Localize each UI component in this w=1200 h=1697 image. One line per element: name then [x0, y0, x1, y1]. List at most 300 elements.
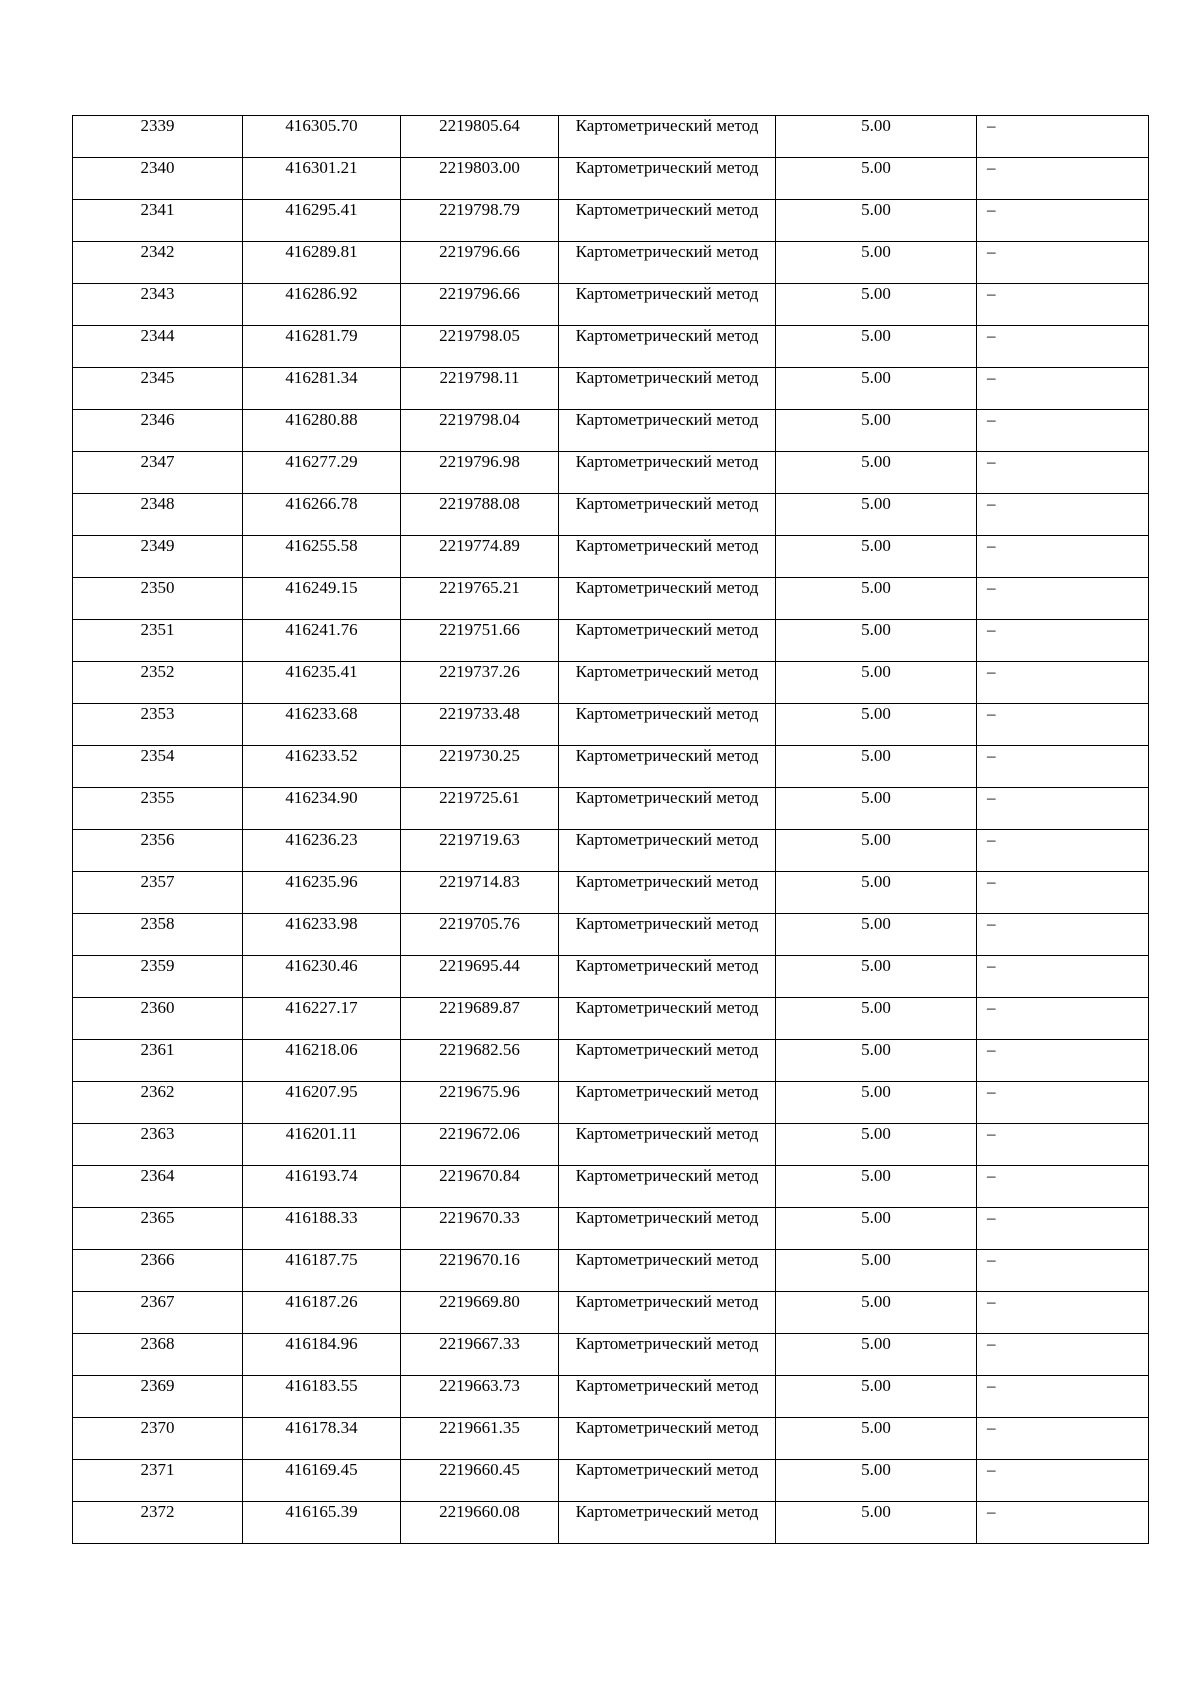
accuracy-cell-text: 5.00 — [861, 578, 891, 597]
accuracy-cell-text: 5.00 — [861, 620, 891, 639]
x-coordinate-cell-text: 416207.95 — [285, 1082, 358, 1101]
y-coordinate-cell — [401, 1460, 559, 1502]
method-cell-text: Картометрический метод — [575, 998, 759, 1017]
description-cell — [977, 1418, 1149, 1460]
accuracy-cell — [776, 536, 977, 578]
point-number-cell — [73, 1334, 243, 1376]
accuracy-cell-text: 5.00 — [861, 368, 891, 387]
method-cell — [559, 1418, 776, 1460]
point-number-cell-text: 2343 — [140, 284, 175, 303]
coordinates-table-body — [73, 116, 1149, 1544]
accuracy-cell — [776, 1166, 977, 1208]
x-coordinate-cell — [243, 536, 401, 578]
method-cell-text: Картометрический метод — [575, 914, 759, 933]
description-cell — [977, 1460, 1149, 1502]
accuracy-cell — [776, 410, 977, 452]
y-coordinate-cell-text: 2219796.98 — [439, 452, 520, 471]
description-cell — [977, 956, 1149, 998]
method-cell — [559, 1334, 776, 1376]
accuracy-cell-text: 5.00 — [861, 998, 891, 1017]
method-cell — [559, 1460, 776, 1502]
accuracy-cell-text: 5.00 — [861, 1250, 891, 1269]
x-coordinate-cell — [243, 1124, 401, 1166]
y-coordinate-cell — [401, 1418, 559, 1460]
y-coordinate-cell-text: 2219714.83 — [439, 872, 520, 891]
method-cell-text: Картометрический метод — [575, 1292, 759, 1311]
table-row — [73, 1418, 1149, 1460]
y-coordinate-cell — [401, 284, 559, 326]
point-number-cell-text: 2356 — [140, 830, 175, 849]
x-coordinate-cell-text: 416165.39 — [285, 1502, 358, 1521]
y-coordinate-cell-text: 2219672.06 — [439, 1124, 520, 1143]
accuracy-cell-text: 5.00 — [861, 1040, 891, 1059]
point-number-cell-text: 2350 — [140, 578, 175, 597]
description-cell-text: – — [987, 1292, 996, 1311]
accuracy-cell-text: 5.00 — [861, 1418, 891, 1437]
x-coordinate-cell-text: 416234.90 — [285, 788, 358, 807]
point-number-cell-text: 2371 — [140, 1460, 175, 1479]
table-row — [73, 1460, 1149, 1502]
x-coordinate-cell — [243, 1040, 401, 1082]
point-number-cell-text: 2348 — [140, 494, 175, 513]
table-row — [73, 1124, 1149, 1166]
accuracy-cell — [776, 746, 977, 788]
description-cell — [977, 452, 1149, 494]
table-row — [73, 1292, 1149, 1334]
table-row — [73, 410, 1149, 452]
description-cell — [977, 284, 1149, 326]
accuracy-cell — [776, 872, 977, 914]
accuracy-cell — [776, 788, 977, 830]
y-coordinate-cell-text: 2219805.64 — [439, 116, 520, 135]
accuracy-cell — [776, 1460, 977, 1502]
x-coordinate-cell-text: 416183.55 — [285, 1376, 358, 1395]
accuracy-cell-text: 5.00 — [861, 1082, 891, 1101]
x-coordinate-cell — [243, 956, 401, 998]
x-coordinate-cell-text: 416241.76 — [285, 620, 358, 639]
x-coordinate-cell-text: 416249.15 — [285, 578, 358, 597]
method-cell-text: Картометрический метод — [575, 158, 759, 177]
y-coordinate-cell — [401, 326, 559, 368]
description-cell — [977, 1082, 1149, 1124]
description-cell-text: – — [987, 536, 996, 555]
accuracy-cell-text: 5.00 — [861, 956, 891, 975]
x-coordinate-cell-text: 416305.70 — [285, 116, 358, 135]
point-number-cell — [73, 956, 243, 998]
description-cell — [977, 200, 1149, 242]
y-coordinate-cell — [401, 872, 559, 914]
accuracy-cell — [776, 1334, 977, 1376]
description-cell — [977, 410, 1149, 452]
y-coordinate-cell-text: 2219682.56 — [439, 1040, 520, 1059]
accuracy-cell — [776, 116, 977, 158]
y-coordinate-cell-text: 2219751.66 — [439, 620, 520, 639]
method-cell-text: Картометрический метод — [575, 1334, 759, 1353]
point-number-cell-text: 2357 — [140, 872, 175, 891]
description-cell — [977, 326, 1149, 368]
accuracy-cell-text: 5.00 — [861, 1292, 891, 1311]
method-cell-text: Картометрический метод — [575, 1460, 759, 1479]
x-coordinate-cell — [243, 1334, 401, 1376]
point-number-cell — [73, 1082, 243, 1124]
description-cell-text: – — [987, 1460, 996, 1479]
description-cell-text: – — [987, 1208, 996, 1227]
y-coordinate-cell — [401, 998, 559, 1040]
description-cell — [977, 116, 1149, 158]
description-cell — [977, 914, 1149, 956]
y-coordinate-cell-text: 2219695.44 — [439, 956, 520, 975]
method-cell-text: Картометрический метод — [575, 410, 759, 429]
y-coordinate-cell-text: 2219725.61 — [439, 788, 520, 807]
method-cell — [559, 620, 776, 662]
accuracy-cell-text: 5.00 — [861, 1460, 891, 1479]
method-cell — [559, 872, 776, 914]
accuracy-cell — [776, 1040, 977, 1082]
y-coordinate-cell — [401, 830, 559, 872]
x-coordinate-cell-text: 416169.45 — [285, 1460, 358, 1479]
method-cell — [559, 410, 776, 452]
x-coordinate-cell — [243, 1082, 401, 1124]
method-cell-text: Картометрический метод — [575, 578, 759, 597]
accuracy-cell — [776, 1502, 977, 1544]
description-cell — [977, 704, 1149, 746]
table-row — [73, 788, 1149, 830]
point-number-cell-text: 2341 — [140, 200, 175, 219]
y-coordinate-cell-text: 2219796.66 — [439, 284, 520, 303]
description-cell-text: – — [987, 242, 996, 261]
accuracy-cell-text: 5.00 — [861, 452, 891, 471]
method-cell — [559, 1292, 776, 1334]
method-cell-text: Картометрический метод — [575, 1166, 759, 1185]
table-row — [73, 452, 1149, 494]
y-coordinate-cell — [401, 1124, 559, 1166]
method-cell — [559, 452, 776, 494]
table-row — [73, 284, 1149, 326]
point-number-cell-text: 2368 — [140, 1334, 175, 1353]
y-coordinate-cell-text: 2219798.79 — [439, 200, 520, 219]
table-row — [73, 620, 1149, 662]
point-number-cell-text: 2358 — [140, 914, 175, 933]
y-coordinate-cell — [401, 410, 559, 452]
accuracy-cell-text: 5.00 — [861, 788, 891, 807]
method-cell-text: Картометрический метод — [575, 452, 759, 471]
table-row — [73, 914, 1149, 956]
method-cell-text: Картометрический метод — [575, 368, 759, 387]
method-cell — [559, 1124, 776, 1166]
description-cell — [977, 1250, 1149, 1292]
point-number-cell-text: 2364 — [140, 1166, 175, 1185]
y-coordinate-cell-text: 2219798.11 — [439, 368, 520, 387]
method-cell-text: Картометрический метод — [575, 830, 759, 849]
description-cell-text: – — [987, 494, 996, 513]
x-coordinate-cell — [243, 1208, 401, 1250]
accuracy-cell — [776, 1124, 977, 1166]
y-coordinate-cell — [401, 116, 559, 158]
table-row — [73, 1208, 1149, 1250]
table-row — [73, 1376, 1149, 1418]
description-cell — [977, 788, 1149, 830]
table-row — [73, 326, 1149, 368]
method-cell — [559, 1376, 776, 1418]
method-cell — [559, 704, 776, 746]
point-number-cell-text: 2345 — [140, 368, 175, 387]
point-number-cell — [73, 1040, 243, 1082]
table-row — [73, 368, 1149, 410]
x-coordinate-cell-text: 416201.11 — [285, 1124, 358, 1143]
method-cell — [559, 158, 776, 200]
table-row — [73, 158, 1149, 200]
point-number-cell-text: 2361 — [140, 1040, 175, 1059]
description-cell — [977, 662, 1149, 704]
y-coordinate-cell — [401, 494, 559, 536]
accuracy-cell-text: 5.00 — [861, 494, 891, 513]
method-cell — [559, 998, 776, 1040]
y-coordinate-cell-text: 2219796.66 — [439, 242, 520, 261]
y-coordinate-cell-text: 2219669.80 — [439, 1292, 520, 1311]
y-coordinate-cell — [401, 1082, 559, 1124]
x-coordinate-cell-text: 416289.81 — [285, 242, 358, 261]
description-cell — [977, 368, 1149, 410]
point-number-cell — [73, 620, 243, 662]
description-cell — [977, 1334, 1149, 1376]
y-coordinate-cell — [401, 1166, 559, 1208]
point-number-cell — [73, 368, 243, 410]
x-coordinate-cell-text: 416235.41 — [285, 662, 358, 681]
point-number-cell-text: 2351 — [140, 620, 175, 639]
point-number-cell — [73, 1292, 243, 1334]
accuracy-cell — [776, 452, 977, 494]
method-cell — [559, 830, 776, 872]
x-coordinate-cell — [243, 1250, 401, 1292]
table-row — [73, 830, 1149, 872]
point-number-cell-text: 2342 — [140, 242, 175, 261]
x-coordinate-cell — [243, 998, 401, 1040]
description-cell-text: – — [987, 956, 996, 975]
method-cell — [559, 326, 776, 368]
method-cell — [559, 1250, 776, 1292]
table-row — [73, 662, 1149, 704]
table-row — [73, 242, 1149, 284]
description-cell-text: – — [987, 914, 996, 933]
y-coordinate-cell-text: 2219733.48 — [439, 704, 520, 723]
point-number-cell-text: 2344 — [140, 326, 175, 345]
accuracy-cell-text: 5.00 — [861, 746, 891, 765]
method-cell — [559, 284, 776, 326]
accuracy-cell — [776, 1292, 977, 1334]
y-coordinate-cell — [401, 1208, 559, 1250]
accuracy-cell-text: 5.00 — [861, 830, 891, 849]
description-cell — [977, 158, 1149, 200]
method-cell — [559, 1040, 776, 1082]
x-coordinate-cell-text: 416193.74 — [285, 1166, 358, 1185]
accuracy-cell — [776, 1250, 977, 1292]
method-cell — [559, 956, 776, 998]
method-cell-text: Картометрический метод — [575, 1250, 759, 1269]
y-coordinate-cell-text: 2219689.87 — [439, 998, 520, 1017]
table-row — [73, 704, 1149, 746]
point-number-cell — [73, 1124, 243, 1166]
accuracy-cell — [776, 1376, 977, 1418]
x-coordinate-cell — [243, 578, 401, 620]
x-coordinate-cell-text: 416187.26 — [285, 1292, 358, 1311]
x-coordinate-cell-text: 416277.29 — [285, 452, 358, 471]
accuracy-cell — [776, 158, 977, 200]
x-coordinate-cell — [243, 788, 401, 830]
y-coordinate-cell-text: 2219765.21 — [439, 578, 520, 597]
description-cell-text: – — [987, 830, 996, 849]
accuracy-cell-text: 5.00 — [861, 200, 891, 219]
method-cell-text: Картометрический метод — [575, 1418, 759, 1437]
point-number-cell — [73, 830, 243, 872]
x-coordinate-cell-text: 416233.68 — [285, 704, 358, 723]
y-coordinate-cell-text: 2219670.33 — [439, 1208, 520, 1227]
method-cell — [559, 1208, 776, 1250]
method-cell-text: Картометрический метод — [575, 116, 759, 135]
y-coordinate-cell — [401, 704, 559, 746]
x-coordinate-cell — [243, 200, 401, 242]
y-coordinate-cell — [401, 956, 559, 998]
description-cell-text: – — [987, 1418, 996, 1437]
description-cell — [977, 1040, 1149, 1082]
accuracy-cell-text: 5.00 — [861, 704, 891, 723]
description-cell-text: – — [987, 1502, 996, 1521]
point-number-cell-text: 2339 — [140, 116, 175, 135]
description-cell-text: – — [987, 1334, 996, 1353]
description-cell — [977, 242, 1149, 284]
description-cell-text: – — [987, 1040, 996, 1059]
point-number-cell-text: 2366 — [140, 1250, 175, 1269]
description-cell — [977, 1166, 1149, 1208]
x-coordinate-cell-text: 416218.06 — [285, 1040, 358, 1059]
description-cell-text: – — [987, 620, 996, 639]
x-coordinate-cell-text: 416227.17 — [285, 998, 358, 1017]
method-cell-text: Картометрический метод — [575, 704, 759, 723]
point-number-cell — [73, 116, 243, 158]
description-cell — [977, 1502, 1149, 1544]
y-coordinate-cell-text: 2219660.08 — [439, 1502, 520, 1521]
accuracy-cell-text: 5.00 — [861, 242, 891, 261]
table-row — [73, 1082, 1149, 1124]
method-cell — [559, 1082, 776, 1124]
accuracy-cell — [776, 914, 977, 956]
point-number-cell — [73, 200, 243, 242]
description-cell — [977, 746, 1149, 788]
accuracy-cell — [776, 704, 977, 746]
x-coordinate-cell-text: 416188.33 — [285, 1208, 358, 1227]
description-cell — [977, 494, 1149, 536]
accuracy-cell — [776, 956, 977, 998]
x-coordinate-cell-text: 416286.92 — [285, 284, 358, 303]
description-cell — [977, 578, 1149, 620]
y-coordinate-cell-text: 2219661.35 — [439, 1418, 520, 1437]
x-coordinate-cell-text: 416255.58 — [285, 536, 358, 555]
method-cell-text: Картометрический метод — [575, 1040, 759, 1059]
method-cell-text: Картометрический метод — [575, 200, 759, 219]
point-number-cell — [73, 998, 243, 1040]
x-coordinate-cell-text: 416233.98 — [285, 914, 358, 933]
method-cell-text: Картометрический метод — [575, 662, 759, 681]
x-coordinate-cell-text: 416301.21 — [285, 158, 358, 177]
accuracy-cell-text: 5.00 — [861, 1124, 891, 1143]
accuracy-cell-text: 5.00 — [861, 158, 891, 177]
method-cell — [559, 536, 776, 578]
table-row — [73, 998, 1149, 1040]
point-number-cell — [73, 158, 243, 200]
point-number-cell — [73, 326, 243, 368]
table-row — [73, 1250, 1149, 1292]
y-coordinate-cell-text: 2219798.05 — [439, 326, 520, 345]
accuracy-cell — [776, 1418, 977, 1460]
accuracy-cell-text: 5.00 — [861, 1502, 891, 1521]
description-cell-text: – — [987, 578, 996, 597]
method-cell-text: Картометрический метод — [575, 1082, 759, 1101]
description-cell — [977, 1292, 1149, 1334]
accuracy-cell — [776, 620, 977, 662]
description-cell-text: – — [987, 1166, 996, 1185]
method-cell — [559, 914, 776, 956]
table-row — [73, 494, 1149, 536]
x-coordinate-cell — [243, 746, 401, 788]
point-number-cell-text: 2346 — [140, 410, 175, 429]
method-cell — [559, 788, 776, 830]
method-cell — [559, 242, 776, 284]
description-cell-text: – — [987, 368, 996, 387]
y-coordinate-cell — [401, 662, 559, 704]
table-row — [73, 746, 1149, 788]
x-coordinate-cell-text: 416187.75 — [285, 1250, 358, 1269]
y-coordinate-cell-text: 2219719.63 — [439, 830, 520, 849]
point-number-cell — [73, 872, 243, 914]
y-coordinate-cell — [401, 746, 559, 788]
accuracy-cell-text: 5.00 — [861, 914, 891, 933]
point-number-cell — [73, 284, 243, 326]
table-row — [73, 1040, 1149, 1082]
point-number-cell-text: 2372 — [140, 1502, 175, 1521]
x-coordinate-cell-text: 416230.46 — [285, 956, 358, 975]
method-cell — [559, 116, 776, 158]
y-coordinate-cell — [401, 158, 559, 200]
point-number-cell — [73, 1376, 243, 1418]
y-coordinate-cell-text: 2219737.26 — [439, 662, 520, 681]
x-coordinate-cell-text: 416266.78 — [285, 494, 358, 513]
method-cell-text: Картометрический метод — [575, 242, 759, 261]
point-number-cell-text: 2355 — [140, 788, 175, 807]
description-cell-text: – — [987, 452, 996, 471]
method-cell-text: Картометрический метод — [575, 1502, 759, 1521]
accuracy-cell — [776, 284, 977, 326]
x-coordinate-cell — [243, 284, 401, 326]
accuracy-cell-text: 5.00 — [861, 284, 891, 303]
method-cell — [559, 494, 776, 536]
method-cell — [559, 662, 776, 704]
accuracy-cell — [776, 494, 977, 536]
point-number-cell-text: 2370 — [140, 1418, 175, 1437]
table-row — [73, 200, 1149, 242]
description-cell — [977, 1124, 1149, 1166]
point-number-cell — [73, 1208, 243, 1250]
y-coordinate-cell — [401, 1502, 559, 1544]
x-coordinate-cell — [243, 116, 401, 158]
description-cell-text: – — [987, 1124, 996, 1143]
method-cell-text: Картометрический метод — [575, 872, 759, 891]
y-coordinate-cell-text: 2219670.84 — [439, 1166, 520, 1185]
table-row — [73, 536, 1149, 578]
method-cell-text: Картометрический метод — [575, 1208, 759, 1227]
y-coordinate-cell-text: 2219663.73 — [439, 1376, 520, 1395]
x-coordinate-cell — [243, 1460, 401, 1502]
description-cell — [977, 1208, 1149, 1250]
point-number-cell-text: 2353 — [140, 704, 175, 723]
